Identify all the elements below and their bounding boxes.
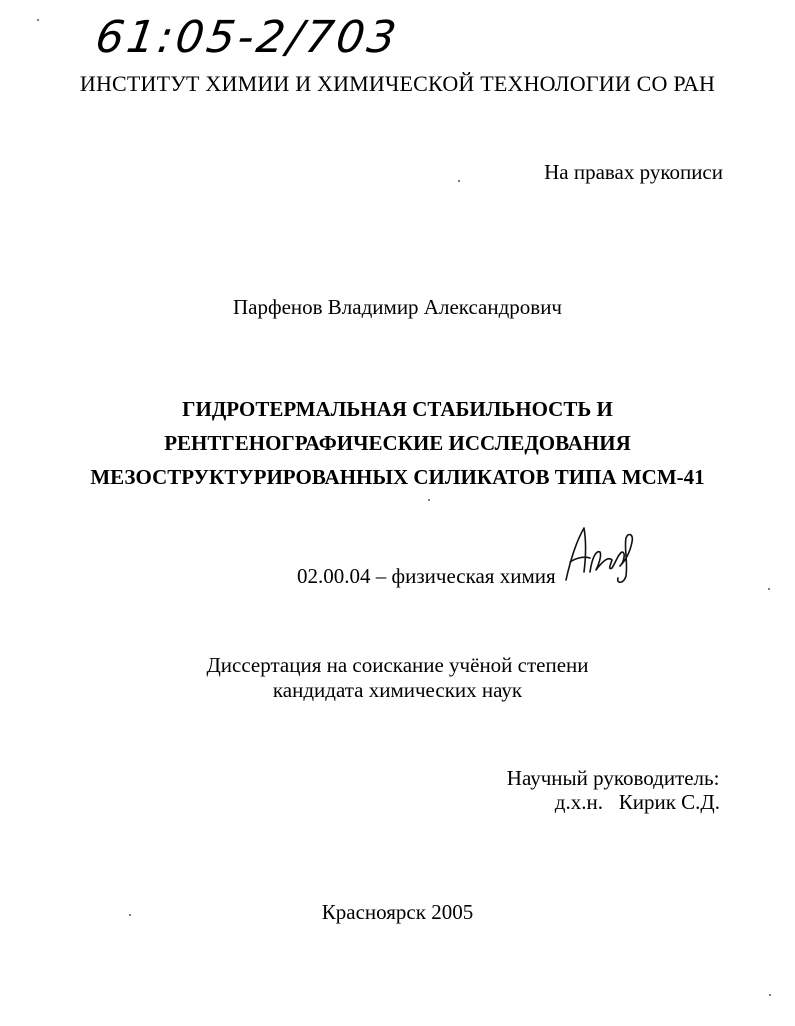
author-name: Парфенов Владимир Александрович [232, 295, 562, 319]
title-line-1: ГИДРОТЕРМАЛЬНАЯ СТАБИЛЬНОСТЬ И [182, 397, 613, 421]
city-year: Красноярск 2005 [321, 900, 474, 924]
degree-line-1: Диссертация на соискание учёной степени [206, 653, 589, 677]
archive-code: 61:05-2/703 [92, 12, 403, 63]
scan-speck [458, 180, 460, 182]
rights-notice: На правах рукописи [544, 160, 723, 184]
signature-mark [556, 522, 640, 588]
scan-speck [769, 994, 771, 996]
degree-statement [0, 653, 795, 703]
supervisor-block [507, 766, 720, 814]
scan-speck [768, 588, 770, 590]
scan-speck [129, 914, 131, 916]
scan-speck [37, 19, 39, 21]
title-line-2: РЕНТГЕНОГРАФИЧЕСКИЕ ИССЛЕДОВАНИЯ [164, 431, 631, 455]
specialty-code: 02.00.04 – физическая химия [297, 564, 556, 588]
scan-speck [428, 499, 430, 501]
degree-line-2: кандидата химических наук [272, 678, 523, 702]
institute-name: ИНСТИТУТ ХИМИИ И ХИМИЧЕСКОЙ ТЕХНОЛОГИИ СО РАН [79, 71, 716, 96]
supervisor-label: Научный руководитель: [506, 766, 720, 790]
title-line-3: МЕЗОСТРУКТУРИРОВАННЫХ СИЛИКАТОВ ТИПА МСМ-41 [90, 465, 705, 489]
dissertation-title [0, 392, 795, 494]
supervisor-name: д.х.н. Кирик С.Д. [554, 790, 720, 814]
